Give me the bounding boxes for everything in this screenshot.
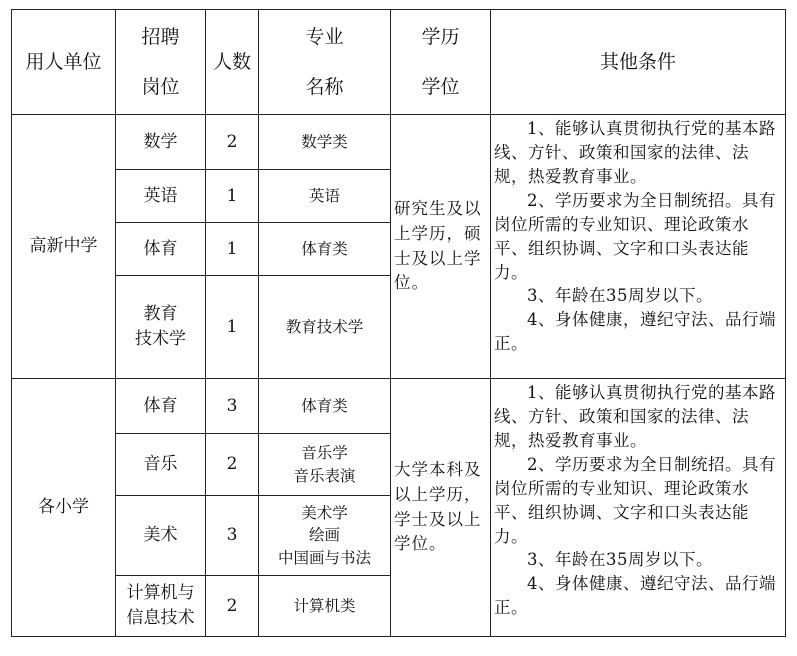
header-degree-line1: 学历 (421, 26, 460, 48)
condition-item: 3、年龄在35周岁以下。 (527, 286, 713, 306)
header-position (116, 10, 206, 115)
count-cell: 1 (206, 276, 259, 379)
count-cell: 2 (206, 434, 259, 496)
recruitment-table (11, 9, 786, 637)
condition-item: 4、身体健康、遵纪守法、品行端正。 (494, 574, 776, 618)
header-position-line1: 招聘 (141, 26, 180, 48)
position-cell (116, 576, 206, 637)
header-degree (391, 10, 491, 115)
position-line: 技术学 (135, 329, 186, 349)
position-line: 信息技术 (126, 608, 195, 628)
education-cell: 研究生及以上学历，硕士及以上学位。 (391, 115, 491, 379)
table-row (12, 115, 786, 170)
condition-item: 3、年龄在35周岁以下。 (527, 550, 713, 570)
major-cell: 数学类 (259, 115, 391, 170)
header-position-line2: 岗位 (141, 76, 180, 98)
conditions-cell (491, 379, 786, 637)
major-cell: 教育技术学 (259, 276, 391, 379)
unit-cell: 各小学 (12, 379, 116, 637)
header-major (259, 10, 391, 115)
major-line: 中国画与书法 (277, 548, 371, 567)
header-major-line1: 专业 (305, 26, 344, 48)
position-cell: 体育 (116, 223, 206, 276)
count-cell: 3 (206, 496, 259, 576)
header-other: 其他条件 (491, 10, 786, 115)
header-major-line2: 名称 (305, 76, 344, 98)
header-unit: 用人单位 (12, 10, 116, 115)
header-row (12, 10, 786, 115)
major-line: 绘画 (308, 526, 340, 545)
count-cell: 1 (206, 170, 259, 223)
position-cell: 数学 (116, 115, 206, 170)
major-cell: 体育类 (259, 379, 391, 434)
condition-item: 2、学历要求为全日制统招。具有岗位所需的专业知识、理论政策水平、组织协调、文字和口头表达能力。 (494, 454, 776, 546)
header-degree-line2: 学位 (421, 76, 460, 98)
unit-cell: 高新中学 (12, 115, 116, 379)
table-row (12, 379, 786, 434)
condition-item: 1、能够认真贯彻执行党的基本路线、方针、政策和国家的法律、法规，热爱教育事业。 (494, 383, 776, 450)
education-cell: 大学本科及以上学历，学士及以上学位。 (391, 379, 491, 637)
conditions-cell (491, 115, 786, 379)
major-cell: 英语 (259, 170, 391, 223)
position-cell: 音乐 (116, 434, 206, 496)
position-line: 计算机与 (126, 583, 195, 604)
position-line: 教育 (143, 304, 178, 325)
count-cell: 1 (206, 223, 259, 276)
position-cell: 体育 (116, 379, 206, 434)
header-count: 人数 (206, 10, 259, 115)
condition-item: 2、学历要求为全日制统招。具有岗位所需的专业知识、理论政策水平、组织协调、文字和口头表达能力。 (494, 190, 776, 282)
condition-item: 4、身体健康，遵纪守法、品行端正。 (494, 310, 776, 354)
count-cell: 2 (206, 115, 259, 170)
count-cell: 2 (206, 576, 259, 637)
major-line: 美术学 (301, 503, 348, 522)
count-cell: 3 (206, 379, 259, 434)
major-cell (259, 496, 391, 576)
position-cell (116, 276, 206, 379)
position-cell: 英语 (116, 170, 206, 223)
major-cell: 体育类 (259, 223, 391, 276)
major-line: 音乐学 (301, 444, 348, 463)
major-line: 音乐表演 (293, 466, 356, 485)
position-cell: 美术 (116, 496, 206, 576)
major-cell: 计算机类 (259, 576, 391, 637)
condition-item: 1、能够认真贯彻执行党的基本路线、方针、政策和国家的法律、法规，热爱教育事业。 (494, 119, 776, 186)
major-cell (259, 434, 391, 496)
